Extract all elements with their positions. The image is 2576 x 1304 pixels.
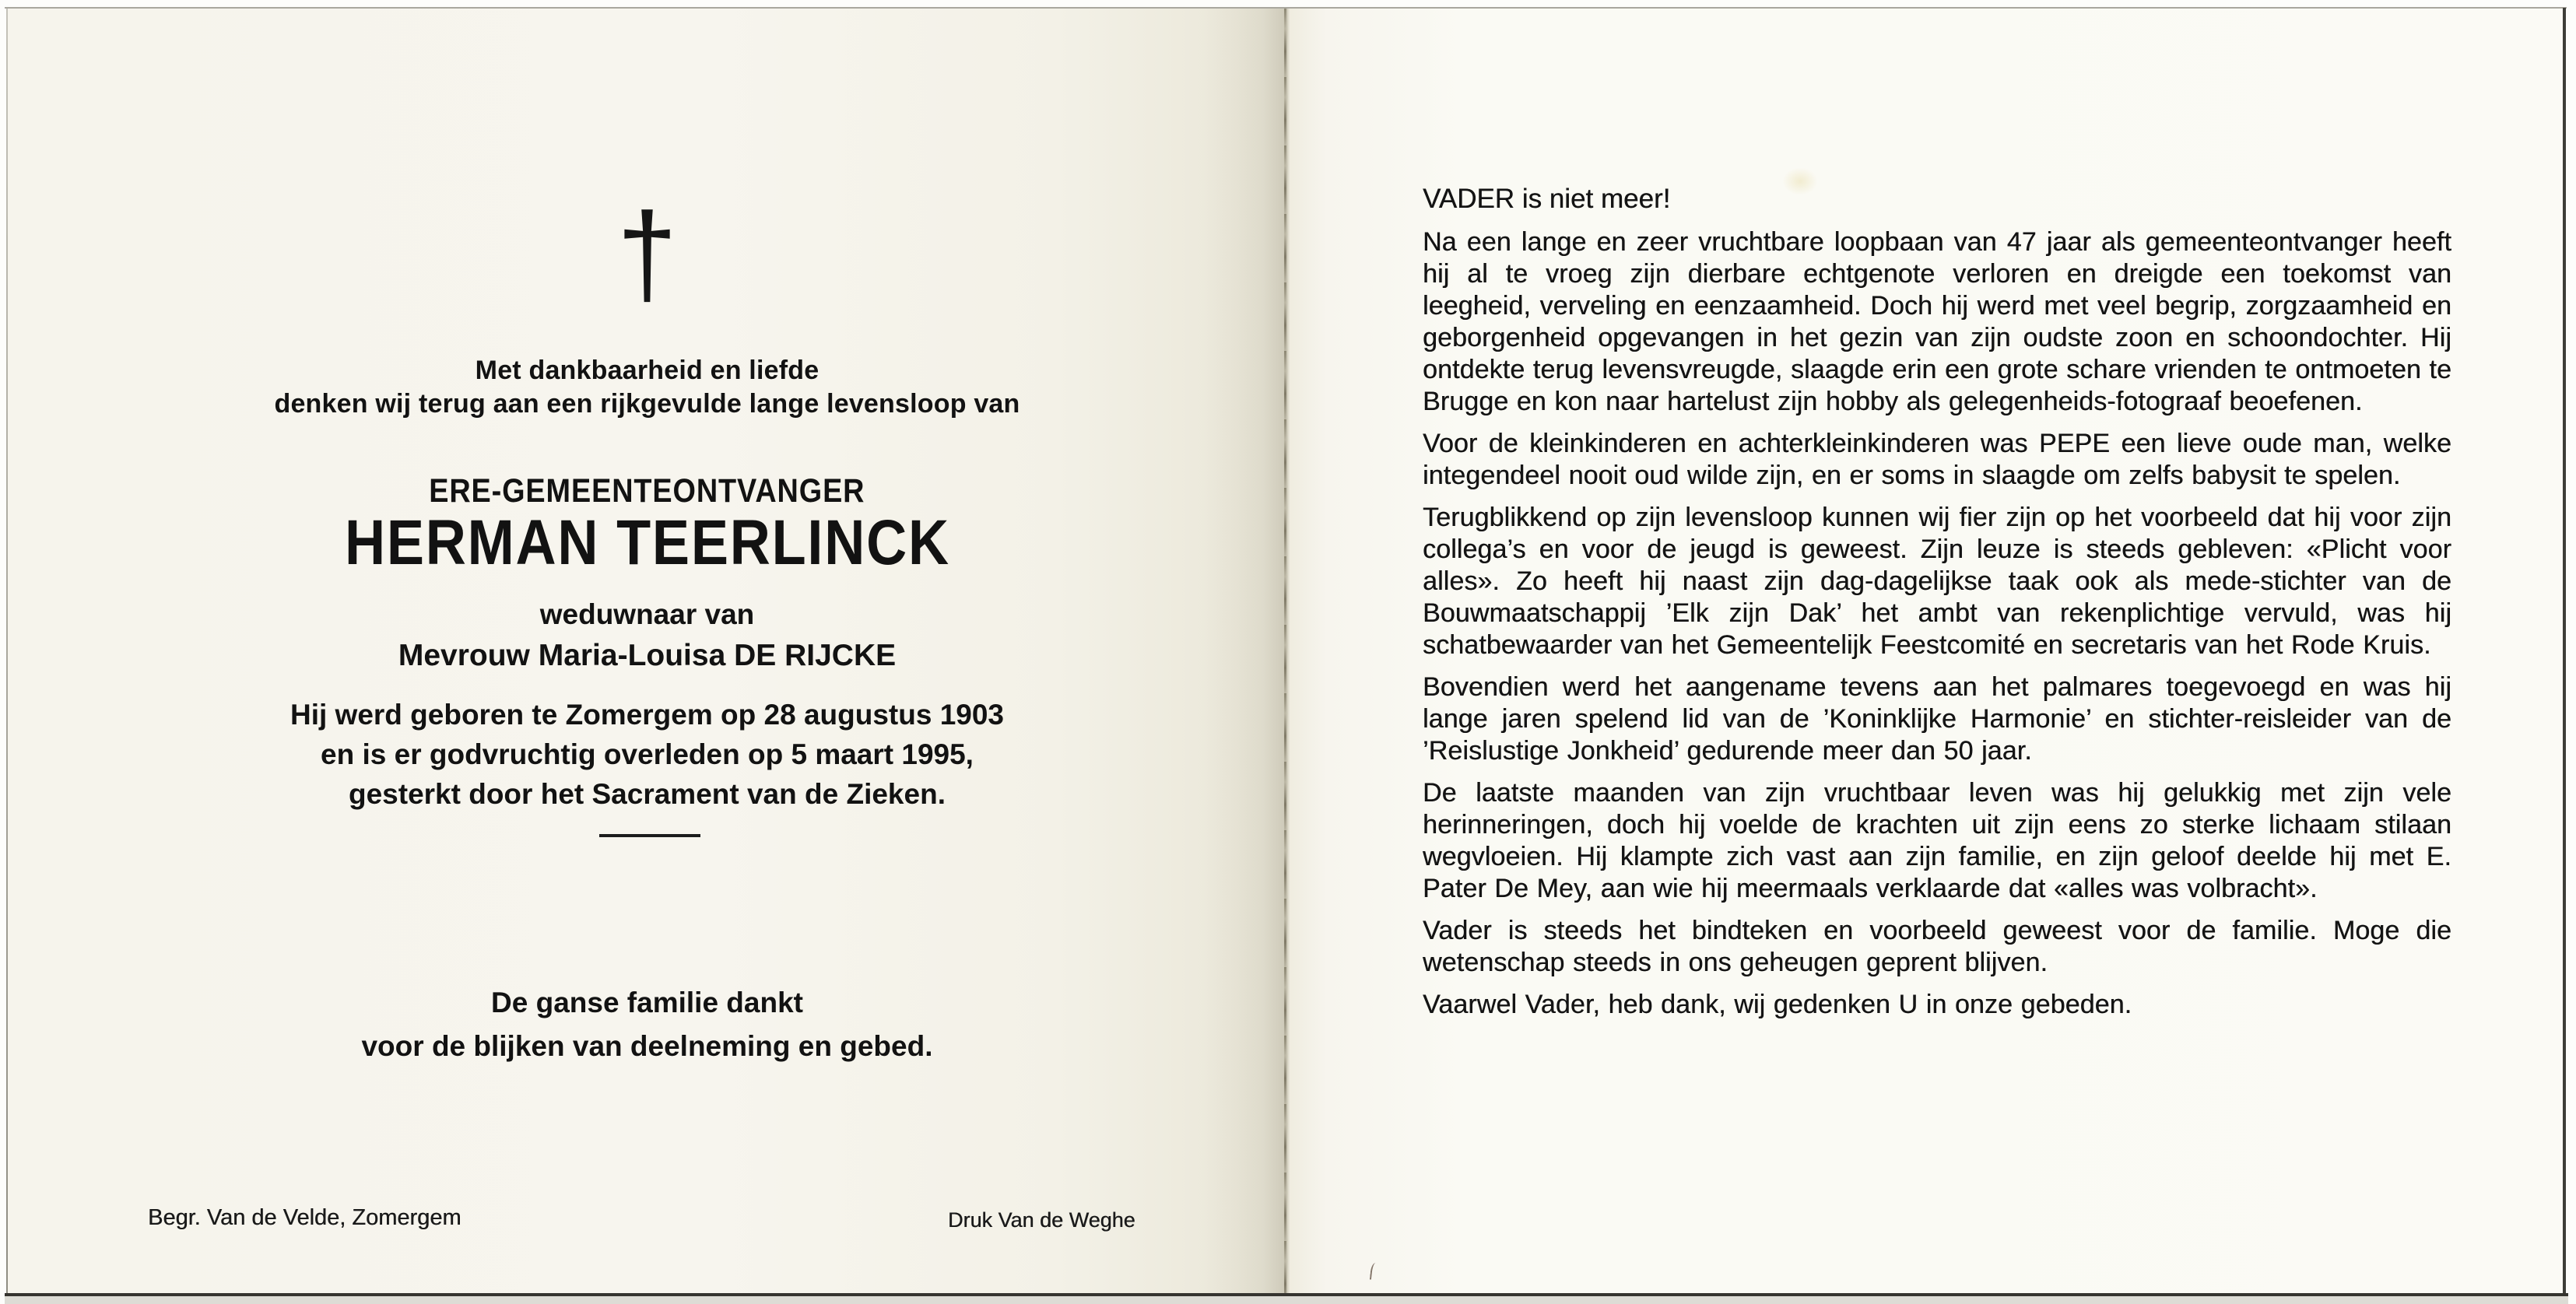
dedication-line: denken wij terug aan een rijkgevulde lange levensloop van	[274, 389, 1020, 419]
life-dates-line: en is er godvruchtig overleden op 5 maart 1995,	[321, 738, 974, 770]
divider-rule	[599, 834, 700, 837]
life-dates-text	[6, 695, 1288, 814]
widower-label: weduwnaar van	[539, 598, 755, 630]
memorial-paragraph: Bovendien werd het aangename tevens aan het palmares toegevoegd en was hij lange jaren spelend lid van de ’Koninklijke Harmonie’ en stichter-reisleider van de ’Reislustige Jonkheid’ gedurende meer dan 50 jaar.	[1423, 672, 2451, 766]
fold-shadow	[1202, 9, 1290, 1293]
spouse-name: Mevrouw Maria-Louisa DE RIJCKE	[398, 639, 897, 672]
honorific-title	[6, 472, 1288, 510]
memorial-paragraph: De laatste maanden van zijn vruchtbaar leven was hij gelukkig met zijn vele herinneringen, doch hij voelde de krachten uit zijn eens zo sterke lichaam stilaan wegvloeien. Hij klampte zich vast aan zijn familie, en zijn geloof deelde hij met E. Pater De Mey, aan wie hij meermaals verklaarde dat «alles was volbracht».	[1423, 778, 2451, 903]
cross-icon: †	[617, 188, 677, 319]
scan-edge-left	[6, 9, 8, 1294]
scan-edge-right	[2563, 8, 2566, 1295]
dedication-line: Met dankbaarheid en liefde	[475, 356, 819, 385]
undertaker-credit: Begr. Van de Velde, Zomergem	[148, 1205, 462, 1230]
memorial-paragraph: Terugblikkend op zijn levensloop kunnen wij fier zijn op het voorbeeld dat hij voor zijn collega’s en voor de jeugd is geweest. Zijn leuze is steeds gebleven: «Plicht voor alles». Zo heeft hij naast zijn dag-dagelijkse taak ook als mede-stichter van de Bouwmaatschappij ’Elk zijn Dak’ het ambt van rekenplichtige vervuld, was hij schatbewaarder van het Gemeentelijk Feestcomité en secretaris van het Rode Kruis.	[1423, 503, 2451, 660]
scan-edge-top	[5, 7, 2567, 9]
family-thanks-text	[6, 981, 1288, 1068]
memorial-card-right-page	[1288, 9, 2564, 1293]
memorial-paragraph: Vaarwel Vader, heb dank, wij gedenken U in onze gebeden.	[1423, 990, 2132, 1019]
memorial-paragraph: Na een lange en zeer vruchtbare loopbaan van 47 jaar als gemeenteontvanger heeft hij al te vroeg zijn dierbare echtgenote verloren en dreigde een toekomst van leegheid, verveling en eenzaamheid. Doch hij werd met veel begrip, zorgzaamheid en geborgenheid opgevangen in het gezin van zijn oudste zoon en schoondochter. Hij ontdekte terug levensvreugde, slaagde erin een grote schare vrienden te ontmoeten te Brugge en kon naar hartelust zijn hobby als gelegenheids-fotograaf beoefenen.	[1423, 227, 2451, 416]
printer-credit: Druk Van de Weghe	[948, 1208, 1135, 1232]
memorial-card-left-page	[6, 9, 1288, 1293]
thanks-line: voor de blijken van deelneming en gebed.	[361, 1030, 933, 1062]
memorial-paragraph: Voor de kleinkinderen en achterkleinkinderen was PEPE een lieve oude man, welke integendeel nooit oud wilde zijn, en er soms in slaagde om zelfs babysit te spelen.	[1423, 429, 2451, 490]
deceased-name	[6, 507, 1288, 580]
paper-stain	[1782, 167, 1818, 195]
deceased-name-text: HERMAN TEERLINCK	[344, 507, 950, 578]
honorific-title-text: ERE-GEMEENTEONTVANGER	[429, 472, 865, 510]
thanks-line: De ganse familie dankt	[491, 987, 803, 1018]
scan-edge-bottom-shadow	[5, 1296, 2568, 1304]
memorial-paragraph: Vader is steeds het bindteken en voorbeeld geweest voor de familie. Moge die wetenschap steeds in ons geheugen geprent blijven.	[1423, 916, 2451, 977]
fold-crease-line	[1284, 9, 1286, 1293]
life-dates-line: Hij werd geboren te Zomergem op 28 augustus 1903	[290, 699, 1004, 731]
life-dates-line: gesterkt door het Sacrament van de Zieken.	[349, 778, 946, 810]
memorial-text-column	[1423, 183, 2451, 1021]
dedication-text	[6, 354, 1288, 421]
scan-artifact-mark	[1370, 1263, 1378, 1281]
memorial-heading: VADER is niet meer!	[1423, 184, 1671, 214]
